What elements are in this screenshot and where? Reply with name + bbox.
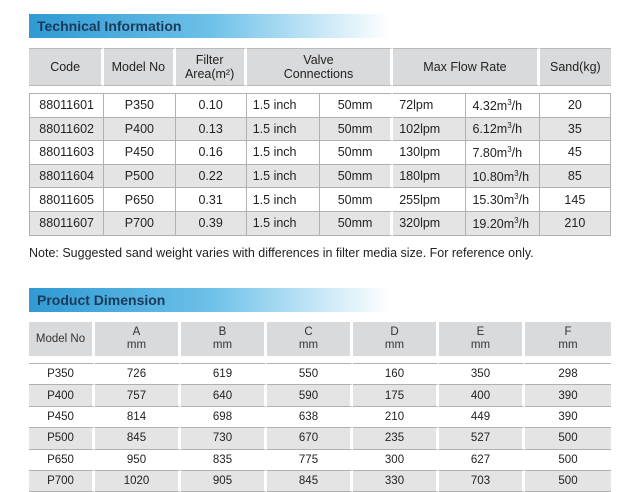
- dim-header-b: B mm: [181, 322, 267, 356]
- cell-model: P400: [104, 118, 175, 142]
- cell-code: 88011604: [29, 165, 104, 189]
- dim-cell: P400: [29, 385, 95, 406]
- cell-valve-mm: 50mm: [320, 165, 393, 189]
- table-row: [29, 450, 611, 471]
- dim-header-a: A mm: [95, 322, 181, 356]
- dim-cell: 235: [353, 428, 439, 449]
- dim-cell: 298: [525, 363, 611, 385]
- table-row: [29, 363, 611, 385]
- dim-cell: 905: [181, 471, 267, 492]
- dim-cell: 400: [439, 385, 525, 406]
- dim-header-e: E mm: [439, 322, 525, 356]
- dim-cell: 726: [95, 363, 181, 385]
- cell-valve-mm: 50mm: [320, 188, 393, 212]
- table-row: [29, 141, 611, 165]
- cell-flow-m3h: $10.80m^3/h$: [466, 165, 539, 189]
- dim-cell: P650: [29, 450, 95, 471]
- header-filter-area: Filter Area(m²): [176, 48, 247, 86]
- dim-header-d: D mm: [353, 322, 439, 356]
- table-row: [29, 407, 611, 428]
- dim-cell: 640: [181, 385, 267, 406]
- dim-cell: 775: [267, 450, 353, 471]
- cell-sand: 20: [540, 93, 611, 118]
- cell-sand: 35: [540, 118, 611, 142]
- header-model: Model No: [104, 48, 175, 86]
- table-row: [29, 428, 611, 449]
- dim-cell: P700: [29, 471, 95, 492]
- dim-cell: 814: [95, 407, 181, 428]
- cell-valve-mm: 50mm: [320, 141, 393, 165]
- table-row: [29, 165, 611, 189]
- cell-area: 0.10: [176, 93, 247, 118]
- cell-valve-inch: 1.5 inch: [247, 118, 320, 142]
- cell-valve-mm: 50mm: [320, 93, 393, 118]
- cell-flow-lpm: 320lpm: [393, 212, 466, 236]
- dim-cell: 175: [353, 385, 439, 406]
- dim-cell: 1020: [95, 471, 181, 492]
- cell-sand: 145: [540, 188, 611, 212]
- cell-model: P700: [104, 212, 175, 236]
- dim-cell: 703: [439, 471, 525, 492]
- cell-valve-inch: 1.5 inch: [247, 212, 320, 236]
- dim-cell: 730: [181, 428, 267, 449]
- technical-table: [29, 48, 611, 236]
- dim-cell: 500: [525, 450, 611, 471]
- cell-flow-lpm: 72lpm: [393, 93, 466, 118]
- cell-sand: 85: [540, 165, 611, 189]
- cell-area: 0.13: [176, 118, 247, 142]
- cell-flow-m3h: $19.20m^3/h$: [466, 212, 539, 236]
- cell-area: 0.16: [176, 141, 247, 165]
- cell-code: 88011602: [29, 118, 104, 142]
- dimension-title: Product Dimension: [37, 292, 166, 308]
- cell-area: 0.22: [176, 165, 247, 189]
- header-flow: Max Flow Rate: [393, 48, 540, 86]
- dim-cell: 698: [181, 407, 267, 428]
- dim-cell: 527: [439, 428, 525, 449]
- cell-model: P450: [104, 141, 175, 165]
- cell-valve-inch: 1.5 inch: [247, 141, 320, 165]
- cell-valve-inch: 1.5 inch: [247, 165, 320, 189]
- table-row: [29, 212, 611, 236]
- cell-flow-lpm: 180lpm: [393, 165, 466, 189]
- dim-cell: 757: [95, 385, 181, 406]
- cell-valve-inch: 1.5 inch: [247, 188, 320, 212]
- dim-cell: 845: [95, 428, 181, 449]
- cell-code: 88011605: [29, 188, 104, 212]
- cell-code: 88011607: [29, 212, 104, 236]
- table-row: [29, 471, 611, 492]
- table-row: [29, 93, 611, 118]
- dim-cell: 845: [267, 471, 353, 492]
- cell-code: 88011603: [29, 141, 104, 165]
- dim-cell: 210: [353, 407, 439, 428]
- dim-cell: 638: [267, 407, 353, 428]
- dim-cell: P500: [29, 428, 95, 449]
- cell-flow-lpm: 130lpm: [393, 141, 466, 165]
- technical-section-header: [29, 14, 389, 38]
- cell-area: 0.39: [176, 212, 247, 236]
- dim-cell: 627: [439, 450, 525, 471]
- cell-model: P500: [104, 165, 175, 189]
- technical-title: Technical Information: [37, 18, 182, 34]
- dim-cell: 160: [353, 363, 439, 385]
- cell-flow-m3h: $7.80m^3/h$: [466, 141, 539, 165]
- header-code: Code: [29, 48, 104, 86]
- dim-cell: 619: [181, 363, 267, 385]
- cell-flow-lpm: 255lpm: [393, 188, 466, 212]
- cell-sand: 45: [540, 141, 611, 165]
- table-row: [29, 118, 611, 142]
- cell-sand: 210: [540, 212, 611, 236]
- dim-cell: 350: [439, 363, 525, 385]
- cell-valve-inch: 1.5 inch: [247, 93, 320, 118]
- header-valve: Valve Connections: [247, 48, 394, 86]
- dim-cell: 390: [525, 407, 611, 428]
- dimension-table: [29, 322, 611, 492]
- dim-cell: 590: [267, 385, 353, 406]
- cell-model: P350: [104, 93, 175, 118]
- table-row: [29, 385, 611, 406]
- cell-area: 0.31: [176, 188, 247, 212]
- dim-cell: 835: [181, 450, 267, 471]
- header-sand: Sand(kg): [540, 48, 611, 86]
- dim-cell: 330: [353, 471, 439, 492]
- cell-flow-m3h: $6.12m^3/h$: [466, 118, 539, 142]
- dim-cell: 300: [353, 450, 439, 471]
- cell-flow-lpm: 102lpm: [393, 118, 466, 142]
- dim-header-c: C mm: [267, 322, 353, 356]
- dim-cell: 449: [439, 407, 525, 428]
- dim-cell: P350: [29, 363, 95, 385]
- dim-cell: 390: [525, 385, 611, 406]
- dimension-section-header: [29, 288, 389, 312]
- note-text: Note: Suggested sand weight varies with differences in filter media size. For reference only.: [29, 246, 534, 260]
- dim-header-model: Model No: [29, 322, 95, 356]
- dim-cell: 550: [267, 363, 353, 385]
- cell-flow-m3h: $15.30m^3/h$: [466, 188, 539, 212]
- cell-model: P650: [104, 188, 175, 212]
- cell-code: 88011601: [29, 93, 104, 118]
- cell-valve-mm: 50mm: [320, 212, 393, 236]
- cell-flow-m3h: $4.32m^3/h$: [466, 93, 539, 118]
- dim-cell: P450: [29, 407, 95, 428]
- table-row: [29, 188, 611, 212]
- cell-valve-mm: 50mm: [320, 118, 393, 142]
- dim-header-f: F mm: [525, 322, 611, 356]
- dim-cell: 500: [525, 471, 611, 492]
- dim-cell: 950: [95, 450, 181, 471]
- dim-cell: 500: [525, 428, 611, 449]
- dim-cell: 670: [267, 428, 353, 449]
